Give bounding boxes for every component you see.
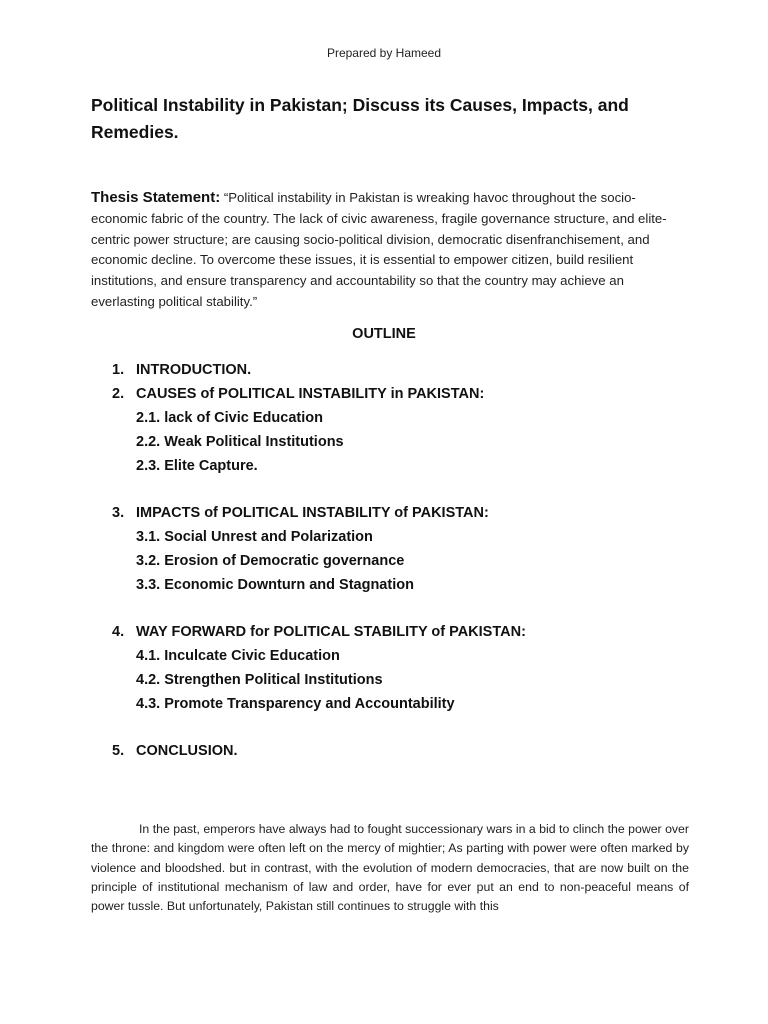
body-paragraph: In the past, emperors have always had to fought successionary wars in a bid to clinch the power over the throne: and kingdom were often left on the mercy of mightier; As parting with power were often marked by violence and bloodshed. but in contrast, with the evolution of modern democracies, that are now built on the principle of institutional mechanism of law and order, have for ever put an end to non-peaceful means of power tussle. But unfortunately, Pakistan still continues to struggle with this [91, 822, 689, 914]
outline-subitem [112, 525, 712, 549]
outline-subitem-text: 2.3. Elite Capture. [136, 458, 258, 474]
outline-subitem [112, 692, 712, 716]
outline-item-number: 4. [112, 624, 125, 640]
outline-subitem [112, 430, 712, 454]
outline-item [112, 382, 712, 406]
document-title: Political Instability in Pakistan; Discuss its Causes, Impacts, and Remedies. [91, 95, 629, 142]
outline-subitem-text: 2.1. lack of Civic Education [136, 410, 323, 426]
outline-item-number: 3. [112, 505, 125, 521]
outline-subitem-text: 2.2. Weak Political Institutions [136, 434, 344, 450]
outline-item-text: INTRODUCTION. [136, 362, 252, 378]
prepared-by-header: Prepared by Hameed [326, 46, 442, 60]
outline-subitem-text: 3.2. Erosion of Democratic governance [136, 553, 405, 569]
outline-item [112, 501, 712, 525]
outline-subitem [112, 644, 712, 668]
outline-subitem-text: 4.3. Promote Transparency and Accountability [136, 696, 455, 712]
outline-subitem-text: 3.1. Social Unrest and Polarization [136, 529, 373, 545]
outline-spacer [112, 597, 712, 620]
outline-item-number: 1. [112, 362, 125, 378]
outline-subitem-text: 3.3. Economic Downturn and Stagnation [136, 577, 414, 593]
outline-item-text: CAUSES of POLITICAL INSTABILITY in PAKISTAN: [136, 386, 485, 402]
outline-item [112, 620, 712, 644]
outline-item [112, 358, 712, 382]
outline-subitem [112, 454, 712, 478]
outline-spacer [112, 478, 712, 501]
outline-subitem [112, 406, 712, 430]
thesis-label: Thesis Statement: [91, 189, 221, 206]
outline-item-number: 5. [112, 743, 125, 759]
outline-list [112, 358, 712, 763]
outline-subitem-text: 4.1. Inculcate Civic Education [136, 648, 340, 664]
outline-item-number: 2. [112, 386, 125, 402]
outline-subitem-text: 4.2. Strengthen Political Institutions [136, 672, 383, 688]
outline-item-text: CONCLUSION. [136, 743, 238, 759]
outline-subitem [112, 549, 712, 573]
outline-item-text: WAY FORWARD for POLITICAL STABILITY of PAKISTAN: [136, 624, 526, 640]
thesis-statement [91, 188, 691, 313]
outline-subitem [112, 573, 712, 597]
outline-spacer [112, 716, 712, 739]
outline-item [112, 739, 712, 763]
outline-subitem [112, 668, 712, 692]
outline-heading: OUTLINE [352, 326, 416, 342]
outline-item-text: IMPACTS of POLITICAL INSTABILITY of PAKISTAN: [136, 505, 489, 521]
thesis-text: “Political instability in Pakistan is wreaking havoc throughout the socio-economic fabric of the country. The lack of civic awareness, fragile governance structure, and elite-centric power structure; are causing socio-political division, democratic disenfranchisement, and economic decline. To overcome these issues, it is essential to empower citizen, build resilient institutions, and ensure transparency and accountability so that the country may achieve an everlasting political stability.” [91, 190, 667, 309]
